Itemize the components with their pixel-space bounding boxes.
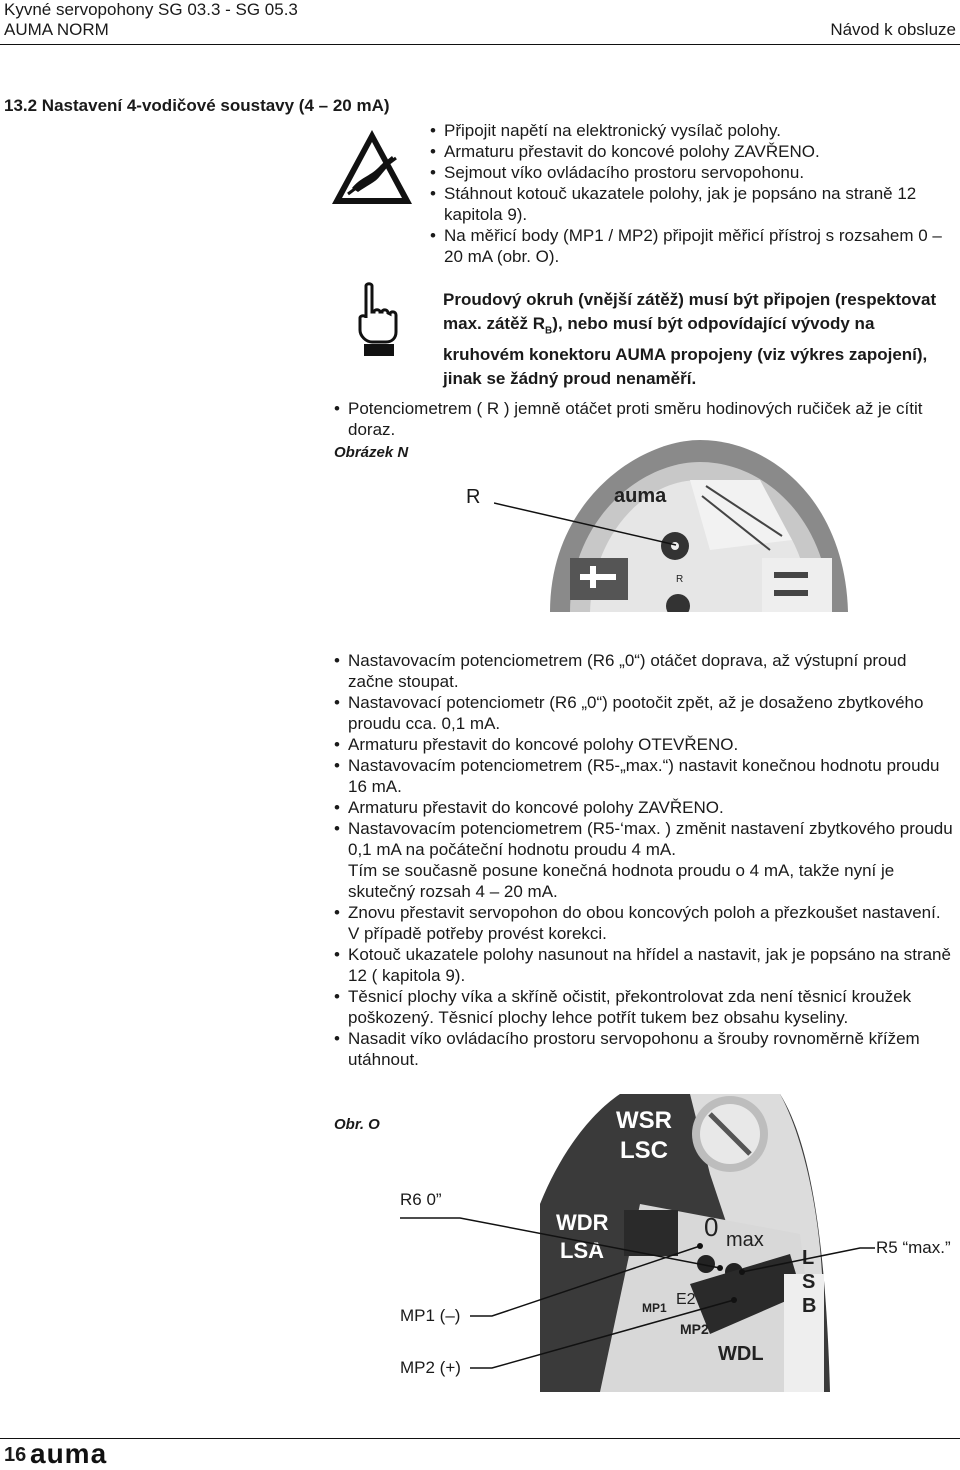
list-item: • Stáhnout kotouč ukazatele polohy, jak je popsáno na straně 12 kapitola 9). [430, 183, 950, 225]
figure-o-print-max: max [726, 1229, 764, 1251]
list-item: • Sejmout víko ovládacího prostoru servopohonu. [430, 162, 950, 183]
figure-o-print-mp2: MP2 [680, 1321, 709, 1337]
figure-o-print-wsr: WSR [616, 1107, 672, 1134]
figure-o-label-r6: R6 0” [400, 1190, 442, 1209]
pointing-hand-icon [352, 282, 402, 358]
list-item: • Armaturu přestavit do koncové polohy ZAVŘENO. [430, 141, 950, 162]
figure-n-dial-label: R [676, 574, 684, 585]
list-item: • Na měřicí body (MP1 / MP2) připojit měřicí přístroj s rozsahem 0 – 20 mA (obr. O). [430, 225, 950, 267]
steps-top-list [430, 120, 950, 267]
warning-note [443, 288, 953, 391]
warning-text-part2: ), nebo musí být odpovídající vývody na kruhovém konektoru AUMA propojeny (viz výkres zapojení), jinak se žádný proud nenaměří. [443, 314, 928, 389]
figure-n-caption: Obrázek N [334, 444, 409, 461]
list-item: • Připojit napětí na elektronický vysílač polohy. [430, 120, 950, 141]
figure-o-label-r5: R5 “max.” [876, 1238, 951, 1257]
header-rule [0, 44, 960, 45]
figure-n-leader-line [494, 500, 684, 550]
list-item: • Nastavovacím potenciometrem (R5-‘max. ) změnit nastavení zbytkového proudu 0,1 mA na počáteční hodnotu proudu 4 mA. [334, 818, 954, 860]
header-manual-type: Návod k obsluze [830, 20, 956, 39]
list-item-note: Tím se současně posune konečná hodnota proudu o 4 mA, takže nyní je skutečný rozsah 4 – 20 mA. [348, 861, 895, 901]
section-title: 13.2 Nastavení 4-vodičové soustavy (4 – 20 mA) [4, 96, 390, 115]
footer-page-number: 16 [4, 1444, 27, 1466]
figure-o-print-wdl: WDL [718, 1343, 764, 1365]
figure-o-print-wdr: WDR [556, 1210, 609, 1235]
list-item: • Nastavovací potenciometr (R6 „0“) pootočit zpět, až je dosaženo zbytkového proudu cca. 0,1 mA. [334, 692, 954, 734]
figure-n-label-r: R [466, 486, 481, 508]
figure-o-print-lsa: LSA [560, 1238, 604, 1263]
esd-warning-icon [330, 128, 414, 208]
figure-o-label-mp2: MP2 (+) [400, 1358, 461, 1377]
header-doc-title [4, 0, 298, 40]
list-item: • Armaturu přestavit do koncové polohy OTEVŘENO. [334, 734, 954, 755]
figure-o-print-zero: 0 [704, 1212, 719, 1242]
list-item: • Nasadit víko ovládacího prostoru servopohonu a šrouby rovnoměrně křížem utáhnout. [334, 1028, 954, 1070]
footer-rule [0, 1438, 960, 1439]
warning-text-part1: Proudový okruh (vnější zátěž) musí být připojen (respektovat max. zátěž R [443, 290, 937, 333]
list-item: • Kotouč ukazatele polohy nasunout na hřídel a nastavit, jak je popsáno na straně 12 ( kapitola 9). [334, 944, 954, 986]
steps-mid-list [334, 650, 954, 1070]
figure-n-brand: auma [614, 485, 667, 507]
figure-o-print-s: S [802, 1271, 816, 1293]
list-item: • Nastavovacím potenciometrem (R6 „0“) otáčet doprava, až výstupní proud začne stoupat. [334, 650, 954, 692]
header-product: Kyvné servopohony SG 03.3 - SG 05.3 [4, 0, 298, 19]
figure-o-caption: Obr. O [334, 1116, 380, 1133]
figure-o-print-mp1: MP1 [642, 1301, 667, 1315]
footer-brand-logo: auma [30, 1438, 108, 1469]
figure-o-print-b: B [802, 1295, 817, 1317]
header-series: AUMA NORM [4, 20, 109, 39]
list-item: • Nastavovacím potenciometrem (R5-„max.“) nastavit konečnou hodnotu proudu 16 mA. [334, 755, 954, 797]
list-item: • Těsnicí plochy víka a skříně očistit, překontrolovat zda není těsnicí kroužek poškozený. Těsnicí plochy lehce potřít tukem bez obsahu kyseliny. [334, 986, 954, 1028]
list-item: • Armaturu přestavit do koncové polohy ZAVŘENO. [334, 797, 954, 818]
warning-subscript: B [545, 325, 553, 337]
step-pot-list [334, 398, 954, 440]
figure-o-label-mp1: MP1 (–) [400, 1306, 461, 1325]
figure-o-leader-lines [0, 1180, 960, 1380]
list-item: • Potenciometrem ( R ) jemně otáčet proti směru hodinových ručiček až je cítit doraz. [334, 398, 954, 440]
figure-o-print-e2: E2 [676, 1291, 696, 1308]
list-item: • Znovu přestavit servopohon do obou koncových poloh a přezkoušet nastavení. V případě potřeby provést korekci. [334, 902, 954, 944]
figure-o-print-l: L [802, 1247, 815, 1269]
figure-o-print-lsc: LSC [620, 1137, 668, 1164]
